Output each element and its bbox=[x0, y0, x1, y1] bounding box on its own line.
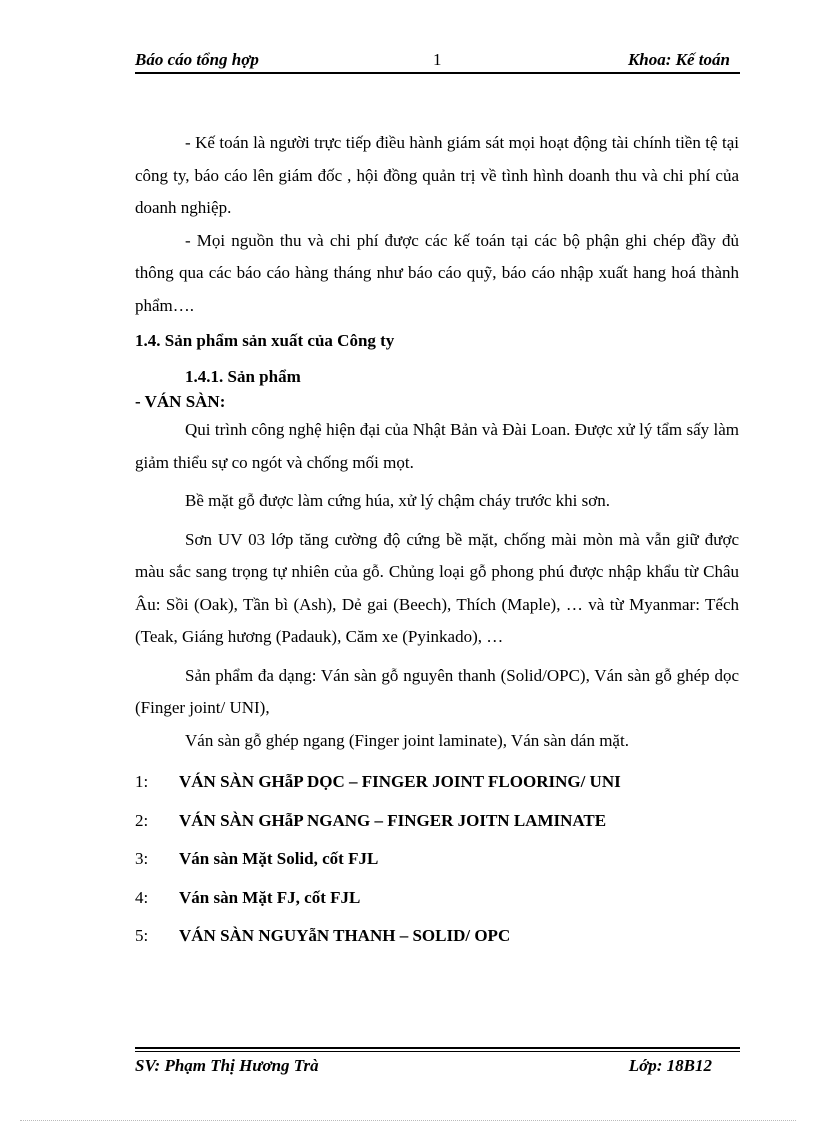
footer-student-name: SV: Phạm Thị Hương Trà bbox=[135, 1056, 319, 1075]
section-heading-1-4: 1.4. Sản phẩm sản xuất của Công ty bbox=[135, 331, 395, 350]
list-item-text: VÁN SÀN GHẫP DỌC – FINGER JOINT FLOORING/ UNI bbox=[179, 772, 621, 791]
list-item bbox=[135, 840, 739, 879]
list-item-text: VÁN SÀN GHẫP NGANG – FINGER JOITN LAMINATE bbox=[179, 810, 607, 830]
list-item bbox=[135, 763, 739, 802]
paragraph-surface: Bề mặt gỗ được làm cứng húa, xử lý chậm cháy trước khi sơn. bbox=[185, 491, 610, 510]
paragraph-income-expense: - Mọi nguồn thu và chi phí được các kế toán tại các bộ phận ghi chép đầy đủ thông qua các báo cáo hàng tháng như báo cáo quỹ, báo cáo nhập xuất hang hoá thành phẩm…. bbox=[135, 230, 739, 315]
list-item-text: Ván sàn Mặt FJ, cốt FJL bbox=[179, 887, 361, 907]
footer-rule-top bbox=[135, 1047, 740, 1049]
list-item bbox=[135, 879, 739, 918]
list-item-text: VÁN SÀN NGUYẫN THANH – SOLID/ OPC bbox=[179, 926, 511, 945]
paragraph-product-range: Sản phẩm đa dạng: Ván sàn gỗ nguyên thanh (Solid/OPC), Ván sàn gỗ ghép dọc (Finger joint/ UNI), bbox=[135, 665, 739, 717]
list-item-number: 2: bbox=[135, 810, 149, 830]
page-bottom-dotted-line bbox=[20, 1120, 796, 1121]
header-department: Khoa: Kế toán bbox=[627, 50, 730, 69]
list-item-text: Ván sàn Mặt Solid, cốt FJL bbox=[179, 849, 379, 868]
list-item bbox=[135, 917, 739, 956]
page-header bbox=[135, 46, 740, 74]
subsection-heading-1-4-1: 1.4.1. Sản phẩm bbox=[185, 367, 301, 386]
list-item-number: 3: bbox=[135, 849, 149, 868]
page-body bbox=[135, 127, 739, 956]
list-item-number: 5: bbox=[135, 926, 149, 945]
van-san-label: VÁN SÀN: bbox=[144, 392, 226, 411]
paragraph-uv-paint: Sơn UV 03 lớp tăng cường độ cứng bề mặt, chống mài mòn mà vẫn giữ được màu sắc sang trọng tự nhiên của gỗ. Chủng loại gỗ phong phú được nhập khẩu từ Châu Âu: Sồi (Oak), Tần bì (Ash), Dẻ gai (Beech), Thích (Maple), … và từ Myanmar: Tếch (Teak, Giáng hương (Padauk), Căm xe (Pyinkado), … bbox=[135, 529, 739, 646]
paragraph-product-range-cont: Ván sàn gỗ ghép ngang (Finger joint laminate), Ván sàn dán mặt. bbox=[185, 730, 629, 750]
list-item-number: 4: bbox=[135, 887, 149, 907]
paragraph-technology: Qui trình công nghệ hiện đại của Nhật Bản và Đài Loan. Được xử lý tẩm sấy làm giảm thiểu sự co ngót và chống mối mọt. bbox=[135, 420, 739, 472]
footer-class: Lớp: 18B12 bbox=[628, 1056, 712, 1075]
product-list bbox=[135, 763, 739, 956]
header-page-number: 1 bbox=[433, 50, 442, 69]
van-san-prefix: - bbox=[135, 392, 145, 411]
van-san-label-line bbox=[135, 390, 739, 414]
list-item bbox=[135, 802, 739, 841]
paragraph-accountant-role: - Kế toán là người trực tiếp điều hành giám sát mọi hoạt động tài chính tiền tệ tại công ty, báo cáo lên giám đốc , hội đồng quản trị về tình hình doanh thu và chi phí của doanh nghiệp. bbox=[135, 133, 739, 217]
header-report-title: Báo cáo tổng hợp bbox=[135, 50, 259, 69]
list-item-number: 1: bbox=[135, 772, 149, 791]
footer-rule-bottom bbox=[135, 1051, 740, 1052]
page-footer bbox=[135, 1047, 740, 1077]
